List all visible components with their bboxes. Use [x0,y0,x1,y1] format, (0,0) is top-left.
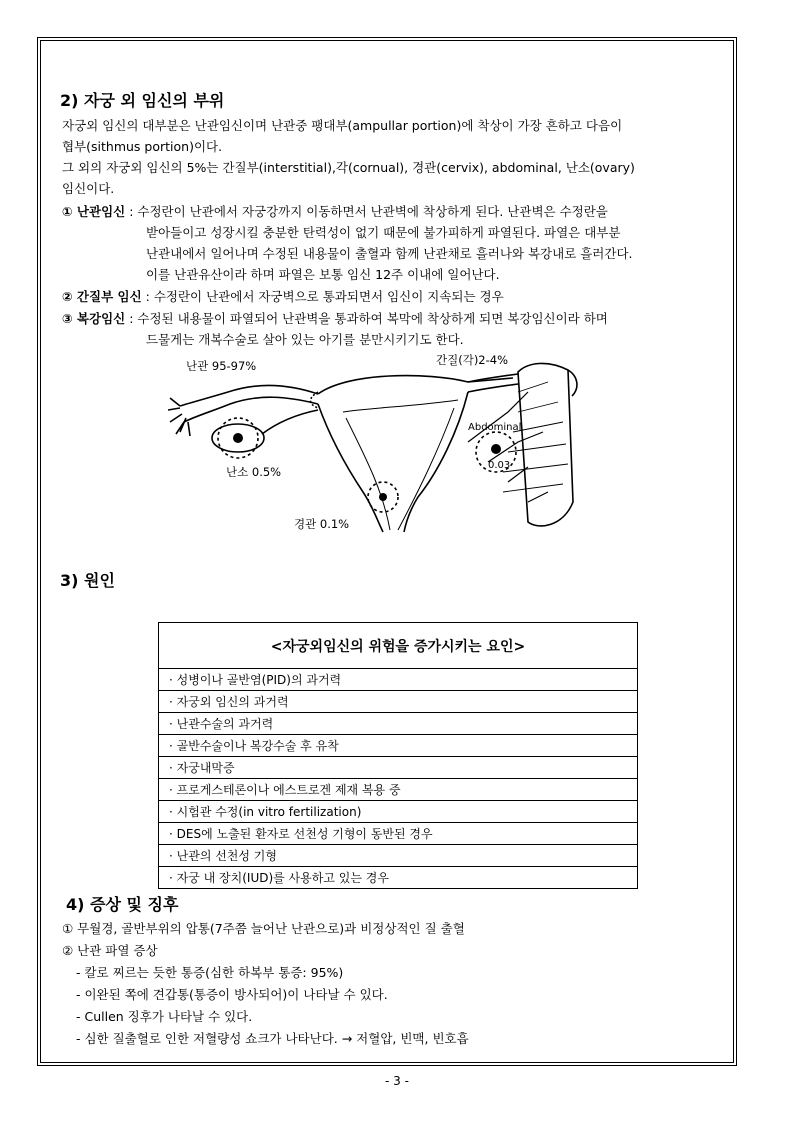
item-2-text: : 수정란이 난관에서 자궁벽으로 통과되면서 임신이 지속되는 경우 [141,289,504,304]
peritoneum-roll [518,363,573,526]
label-abdominal: Abdominal [468,422,522,433]
risk-item: · 성병이나 골반염(PID)의 과거력 [159,669,638,691]
risk-item: · 자궁 내 장치(IUD)를 사용하고 있는 경우 [159,867,638,889]
item-3-row [62,308,608,329]
table-row [159,691,638,713]
uterus-diagram [168,352,588,534]
risk-item: · 난관수술의 과거력 [159,713,638,735]
left-tube-upper [180,385,318,406]
section-3-heading: 3) 원인 [60,571,115,590]
risk-item: · 난관의 선천성 기형 [159,845,638,867]
risk-item: · 프로게스테론이나 에스트로겐 제재 복용 중 [159,779,638,801]
left-tube-lower [184,397,318,422]
item-1-row [62,201,608,222]
intro-line-1: 자궁외 임신의 대부분은 난관임신이며 난관중 팽대부(ampullar portion)에 착상이 가장 흔하고 다음이 [62,118,623,133]
intro-line-4: 임신이다. [62,181,115,196]
item-3-text: : 수정된 내용물이 파열되어 난관벽을 통과하여 복막에 착상하게 되면 복강임신이라 하며 [125,311,608,326]
item-3-label: ③ 복강임신 [62,311,126,326]
table-row [159,845,638,867]
item-2-label: ② 간질부 임신 [62,289,142,304]
intro-line-3: 그 외의 자궁외 임신의 5%는 간질부(interstitial),각(cornual), 경관(cervix), abdominal, 난소(ovary) [62,160,635,175]
symptom-line-4: - 이완된 쪽에 견갑통(통증이 방사되어)이 나타날 수 있다. [76,987,388,1002]
table-row [159,669,638,691]
table-row [159,867,638,889]
label-tube: 난관 95-97% [186,359,257,373]
table-row [159,801,638,823]
item-2-row [62,286,504,307]
table-row [159,757,638,779]
symptom-line-3: - 칼로 찌르는 듯한 통증(심한 하복부 통증: 95%) [76,965,344,980]
risk-factors-table [158,622,638,889]
table-header-row [159,623,638,669]
ovary-embryo-dot [233,433,243,443]
uterus-left-wall [318,404,383,532]
section-4-heading: 4) 증상 및 징후 [66,895,179,914]
label-interstitial: 간질(각)2-4% [436,353,509,367]
symptom-line-2: ② 난관 파열 증상 [62,943,158,958]
section-2-heading: 2) 자궁 외 임신의 부위 [60,91,225,110]
item-1-line-2: 받아들이고 성장시킬 충분한 탄력성이 없기 때문에 불가피하게 파열된다. 파열은 대부분 [146,225,621,240]
table-row [159,713,638,735]
table-row [159,779,638,801]
item-3-line-2: 드물게는 개복수술로 살아 있는 아기를 분만시키기도 한다. [146,332,464,347]
risk-item: · 자궁내막증 [159,757,638,779]
risk-item: · 골반수술이나 복강수술 후 유착 [159,735,638,757]
symptom-line-6: - 심한 질출혈로 인한 저혈량성 쇼크가 나타난다. → 저혈압, 빈맥, 빈호흡 [76,1031,469,1046]
item-1-label: ① 난관임신 [62,204,126,219]
item-1-line-3: 난관내에서 일어나며 수정된 내용물이 출혈과 함께 난관채로 흘러나와 복강내로 흘러간다. [146,246,633,261]
item-1-text: : 수정란이 난관에서 자궁강까지 이동하면서 난관벽에 착상하게 된다. 난관벽은 수정란을 [125,204,608,219]
risk-item: · DES에 노출된 환자로 선천성 기형이 동반된 경우 [159,823,638,845]
cervix-embryo-dot [379,493,387,501]
risk-item: · 자궁외 임신의 과거력 [159,691,638,713]
uterus-right-wall [404,392,468,532]
label-cervix: 경관 0.1% [294,517,350,531]
table-title: <자궁외임신의 위험을 증가시키는 요인> [159,623,638,669]
intro-line-2: 협부(sithmus portion)이다. [62,139,223,154]
table-row [159,735,638,757]
symptom-line-5: - Cullen 징후가 나타날 수 있다. [76,1009,253,1024]
abdominal-embryo-dot [491,444,501,454]
table-row [159,823,638,845]
page-number: - 3 - [385,1074,409,1088]
ectopic-sites-figure [168,352,588,534]
label-ovary: 난소 0.5% [226,465,282,479]
risk-item: · 시험관 수정(in vitro fertilization) [159,801,638,823]
symptom-line-1: ① 무월경, 골반부위의 압통(7주쯤 늘어난 난관으로)과 비정상적인 질 출혈 [62,921,465,936]
item-1-line-4: 이를 난관유산이라 하며 파열은 보통 임신 12주 이내에 일어난다. [146,267,500,282]
label-abdominal-pct: 0.03 [488,460,511,471]
